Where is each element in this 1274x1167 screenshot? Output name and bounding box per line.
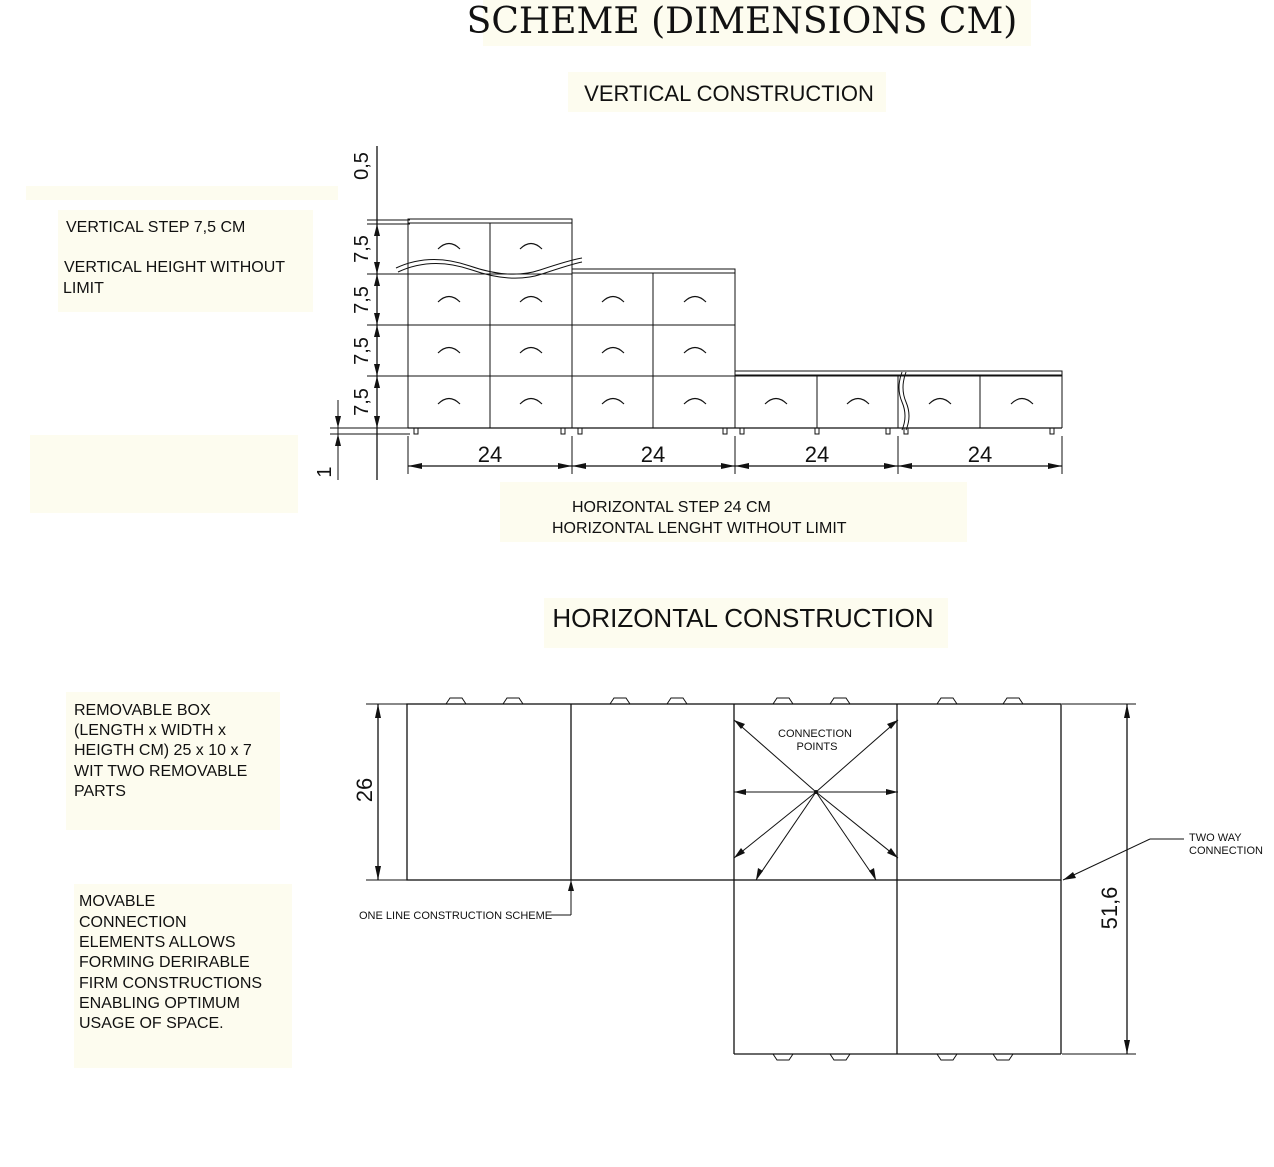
box-note-line: PARTS — [74, 783, 126, 800]
dim-level-4: 7,5 — [351, 235, 373, 263]
movable-note-line: USAGE OF SPACE. — [79, 1015, 224, 1032]
movable-note-line: CONNECTION — [79, 914, 187, 931]
dim-leg-height: 1 — [314, 466, 336, 478]
one-line-construction-leader — [551, 880, 574, 915]
vertical-height-note-line1: VERTICAL HEIGHT WITHOUT — [64, 259, 286, 276]
dim-width-3: 24 — [804, 442, 830, 467]
total-depth-dimension — [1062, 704, 1136, 1054]
horizontal-step-note: HORIZONTAL STEP 24 CM — [572, 499, 771, 516]
box-note-line: REMOVABLE BOX — [74, 702, 211, 719]
two-way-connection-leader — [1063, 839, 1184, 880]
one-line-construction-label: ONE LINE CONSTRUCTION SCHEME — [359, 910, 553, 922]
dim-top-gap: 0,5 — [351, 152, 373, 180]
two-way-connection-label-line1: TWO WAY — [1189, 832, 1242, 844]
two-way-connection-label-line2: CONNECTION — [1189, 845, 1263, 857]
movable-note-line: FORMING DERIRABLE — [79, 954, 250, 971]
movable-note-line: ENABLING OPTIMUM — [79, 995, 240, 1012]
dim-level-3: 7,5 — [351, 286, 373, 314]
plan-view-boxes — [407, 698, 1061, 1060]
horizontal-construction-heading: HORIZONTAL CONSTRUCTION — [552, 603, 934, 633]
connection-points-label-line2: POINTS — [796, 741, 838, 753]
dim-depth-26: 26 — [352, 777, 377, 803]
horizontal-length-note: HORIZONTAL LENGHT WITHOUT LIMIT — [552, 520, 847, 537]
movable-note-line: ELEMENTS ALLOWS — [79, 934, 236, 951]
vertical-construction-heading: VERTICAL CONSTRUCTION — [584, 81, 874, 106]
dim-level-2: 7,5 — [351, 337, 373, 365]
dim-level-1: 7,5 — [351, 388, 373, 416]
dim-total-51-6: 51,6 — [1097, 886, 1122, 930]
vertical-construction-boxes — [396, 219, 1062, 434]
dim-width-2: 24 — [640, 442, 666, 467]
movable-note-line: FIRM CONSTRUCTIONS — [79, 975, 263, 992]
connection-points-label-line1: CONNECTION — [778, 728, 852, 740]
horizontal-dimension-chain — [408, 436, 1062, 474]
vertical-step-note: VERTICAL STEP 7,5 CM — [66, 219, 246, 236]
box-note-line: HEIGTH CM) 25 x 10 x 7 — [74, 742, 252, 759]
vertical-height-note-line2: LIMIT — [63, 280, 104, 297]
dim-width-1: 24 — [477, 442, 503, 467]
box-note-line: (LENGTH x WIDTH x — [74, 722, 226, 739]
movable-note-line: MOVABLE — [79, 893, 156, 910]
box-note-line: WIT TWO REMOVABLE — [74, 763, 248, 780]
dim-width-4: 24 — [967, 442, 993, 467]
scheme-title: SCHEME (DIMENSIONS CM) — [466, 1, 1018, 42]
